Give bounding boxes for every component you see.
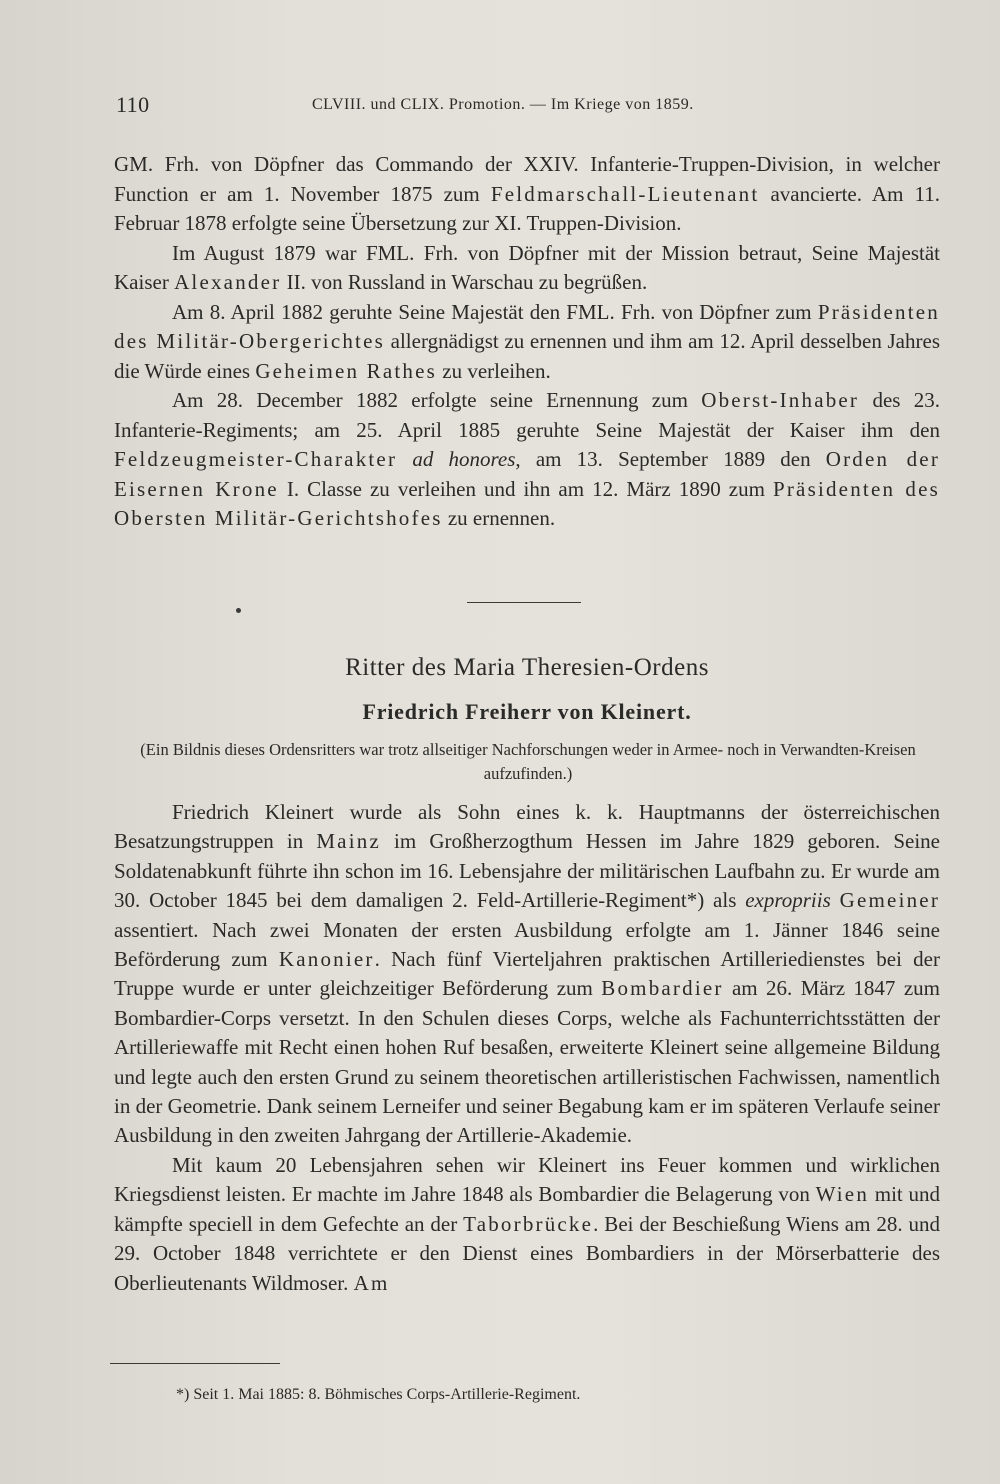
italic-term: expropriis [745, 888, 831, 913]
paragraph [114, 798, 940, 1151]
page-number: 110 [116, 92, 150, 117]
spaced-emphasis: Taborbrücke [463, 1211, 594, 1236]
section-title: Ritter des Maria Theresien-Ordens [345, 654, 709, 681]
text-run: Im August 1879 war FML. Frh. von Döpfner mit der Mission betraut, Seine Majestät Kaiser [114, 240, 940, 294]
text-run: , am 13. September 1889 den [515, 447, 826, 471]
body-text-top [114, 150, 940, 534]
text-run: allergnädigst zu ernennen und ihm am 12. April desselben Jahres die Würde eines [114, 329, 940, 383]
paragraph [114, 386, 940, 534]
spaced-emphasis: Feldzeugmeister-Charakter [114, 447, 398, 471]
paragraph [114, 298, 940, 387]
paragraph [114, 1151, 940, 1298]
spaced-emphasis: Geheimen Rathes [255, 358, 438, 383]
text-run: Mit kaum 20 Lebensjahren sehen wir Kleinert ins Feuer kommen und wirklichen Kriegsdienst leisten. Er machte im Jahre 1848 als Bombardier die Belagerung von [114, 1152, 940, 1207]
text-run: . Nach fünf Vierteljahren praktischen Artilleriedienstes bei der Truppe wurde er unter gleichzeitiger Beförderung zum [114, 947, 940, 1001]
text-run: am 26. März 1847 zum Bombardier-Corps versetzt. In den Schulen dieses Corps, welche als Fachunterrichtsstätten der Artilleriewaffe mit Recht einen hohen Ruf besaßen, erweiterte Kleinert seine allgemeine Bildung und legte auch den ersten Grund zu seinem theoretischen artilleristischen Fachwissen, namentlich in der Geometrie. Dank seinem Lerneifer und seiner Begabung kam er im späteren Verlaufe seiner Ausbildung in den zweiten Jahrgang der Artillerie-Akademie. [114, 976, 940, 1148]
spaced-emphasis: Präsidenten des Militär-Obergerichtes [114, 299, 940, 353]
text-run [397, 447, 412, 471]
spaced-emphasis: Gemeiner [839, 888, 941, 913]
text-run: zu verleihen. [437, 358, 551, 383]
portrait-note: (Ein Bildnis dieses Ordensritters war trotz allseitiger Nachforschungen weder in Armee- noch in Verwandten-Kreisen aufzufinden.) [140, 740, 916, 783]
text-run: Friedrich Kleinert wurde als Sohn eines k. k. Hauptmanns der österreichischen Besatzungstruppen in [114, 800, 940, 854]
footnote: *) Seit 1. Mai 1885: 8. Böhmisches Corps-Artillerie-Regiment. [176, 1386, 581, 1403]
spaced-emphasis: Oberst-Inhaber [701, 388, 860, 412]
spaced-emphasis: Alexander [174, 270, 282, 294]
italic-term: ad honores [412, 447, 516, 471]
paragraph [114, 150, 940, 239]
text-run: . Bei der Beschießung Wiens am 28. und 29. October 1848 verrichtete er den Dienst eines Bombardiers in der Mörserbatterie des Oberlieutenants Wildmoser. [114, 1211, 940, 1295]
spaced-emphasis: Feldmarschall-Lieutenant [490, 181, 760, 206]
section-separator [467, 602, 581, 603]
text-run: des 23. Infanterie-Regiments; am 25. April 1885 geruhte Seine Majestät der Kaiser ihm den [114, 388, 940, 442]
text-run: mit und kämpfte speciell in dem Gefechte an der [114, 1182, 940, 1236]
section-subject-name: Friedrich Freiherr von Kleinert. [362, 699, 692, 724]
text-run: Am 28. December 1882 erfolgte seine Ernennung zum [172, 388, 702, 412]
spaced-emphasis: Mainz [316, 829, 381, 854]
ink-speck [236, 608, 241, 613]
running-title: CLVIII. und CLIX. Promotion. — Im Kriege von 1859. [312, 96, 694, 113]
paragraph [114, 239, 940, 298]
text-run: II. von Russland in Warschau zu begrüßen. [281, 270, 648, 294]
spaced-emphasis: Orden der Eisernen Krone [114, 447, 941, 501]
text-run: im Großherzogthum Hessen im Jahre 1829 geboren. Seine Soldatenabkunft führte ihn schon im 16. Lebensjahre der militärischen Laufbahn zu. Er wurde am 30. October 1845 bei dem damaligen 2. Feld-Artillerie-Regiment*) als [114, 829, 940, 913]
text-run: Am 8. April 1882 geruhte Seine Majestät den FML. Frh. von Döpfner zum [172, 299, 818, 324]
text-run: I. Classe zu verleihen und ihn am 12. März 1890 zum [278, 476, 773, 501]
footnote-rule [110, 1363, 280, 1364]
text-run: zu ernennen. [442, 506, 556, 530]
spaced-emphasis: Bombardier [601, 976, 724, 1001]
spaced-emphasis: Am [353, 1270, 390, 1295]
spaced-emphasis: Kanonier [278, 947, 375, 972]
text-run: avancierte. Am 11. Februar 1878 erfolgte seine Übersetzung zur XI. Truppen-Division. [114, 181, 940, 235]
spaced-emphasis: Wien [815, 1182, 870, 1207]
text-run: GM. Frh. von Döpfner das Commando der XXIV. Infanterie-Truppen-Division, in welcher Function er am 1. November 1875 zum [114, 152, 940, 206]
body-text-bottom [114, 798, 940, 1298]
text-run: assentiert. Nach zwei Monaten der ersten Ausbildung erfolgte am 1. Jänner 1846 seine Beförderung zum [114, 917, 940, 972]
text-run [831, 888, 840, 912]
spaced-emphasis: Präsidenten des Obersten Militär-Gerichtshofes [114, 476, 940, 530]
